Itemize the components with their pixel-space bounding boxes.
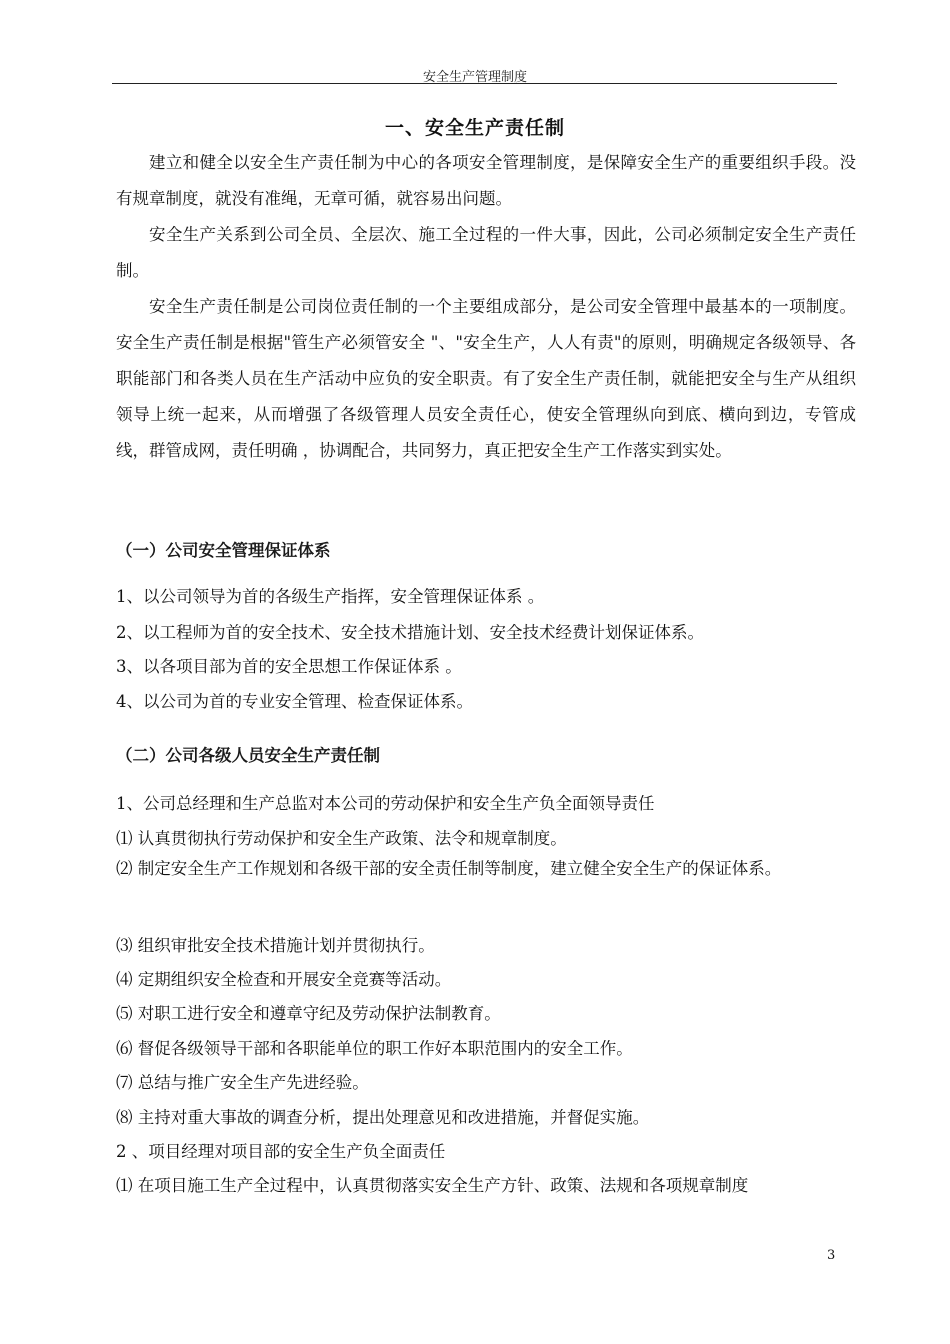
list-item: 3、以各项目部为首的安全思想工作保证体系 。: [116, 657, 462, 676]
header-title: 安全生产管理制度: [422, 70, 527, 85]
list-item: ⑵ 制定安全生产工作规划和各级干部的安全责任制等制度，建立健全安全生产的保证体系。: [116, 859, 782, 878]
list-item: ⑶ 组织审批安全技术措施计划并贯彻执行。: [116, 936, 435, 955]
list-item: ⑺ 总结与推广安全生产先进经验。: [116, 1073, 369, 1092]
list-item: ⑸ 对职工进行安全和遵章守纪及劳动保护法制教育。: [116, 1004, 501, 1023]
list-item: 2、以工程师为首的安全技术、安全技术措施计划、安全技术经费计划保证体系。: [116, 623, 704, 642]
document-title: 一、安全生产责任制: [384, 117, 565, 139]
section-heading-1: （一）公司安全管理保证体系: [116, 541, 331, 560]
list-item: ⑴ 认真贯彻执行劳动保护和安全生产政策、法令和规章制度。: [116, 829, 567, 848]
list-item: ⑹ 督促各级领导干部和各职能单位的职工作好本职范围内的安全工作。: [116, 1039, 633, 1058]
section-heading-2: （二）公司各级人员安全生产责任制: [116, 746, 380, 765]
list-item: 4、以公司为首的专业安全管理、检查保证体系。: [116, 692, 473, 711]
list-item: 1、公司总经理和生产总监对本公司的劳动保护和安全生产负全面领导责任: [116, 794, 655, 813]
paragraph-2: 安全生产关系到公司全员、全层次、施工全过程的一件大事，因此，公司必须制定安全生产责任制。: [116, 225, 856, 280]
paragraph-3: 安全生产责任制是公司岗位责任制的一个主要组成部分，是公司安全管理中最基本的一项制度。安全生产责任制是根据"管生产必须管安全 "、"安全生产，人人有责"的原则，明确规定各级领导、各职能部门和各类人员在生产活动中应负的安全职责。有了安全生产责任制，就能把安全与生产从组织领导上统一起来，从而增强了各级管理人员安全责任心，使安全管理纵向到底、横向到边，专管成线，群管成网，责任明确 ，协调配合，共同努力，真正把安全生产工作落实到实处。: [116, 297, 856, 460]
list-item: ⑷ 定期组织安全检查和开展安全竞赛等活动。: [116, 970, 452, 989]
header-divider: [112, 83, 837, 84]
page-number: 3: [827, 1248, 836, 1263]
list-item: ⑻ 主持对重大事故的调查分析，提出处理意见和改进措施，并督促实施。: [116, 1108, 650, 1127]
list-item: 2 、项目经理对项目部的安全生产负全面责任: [116, 1142, 446, 1161]
list-item: ⑴ 在项目施工生产全过程中，认真贯彻落实安全生产方针、政策、法规和各项规章制度: [116, 1176, 749, 1195]
list-item: 1、以公司领导为首的各级生产指挥，安全管理保证体系 。: [116, 587, 545, 606]
paragraph-1: 建立和健全以安全生产责任制为中心的各项安全管理制度，是保障安全生产的重要组织手段。没有规章制度，就没有准绳，无章可循，就容易出问题。: [116, 153, 856, 208]
